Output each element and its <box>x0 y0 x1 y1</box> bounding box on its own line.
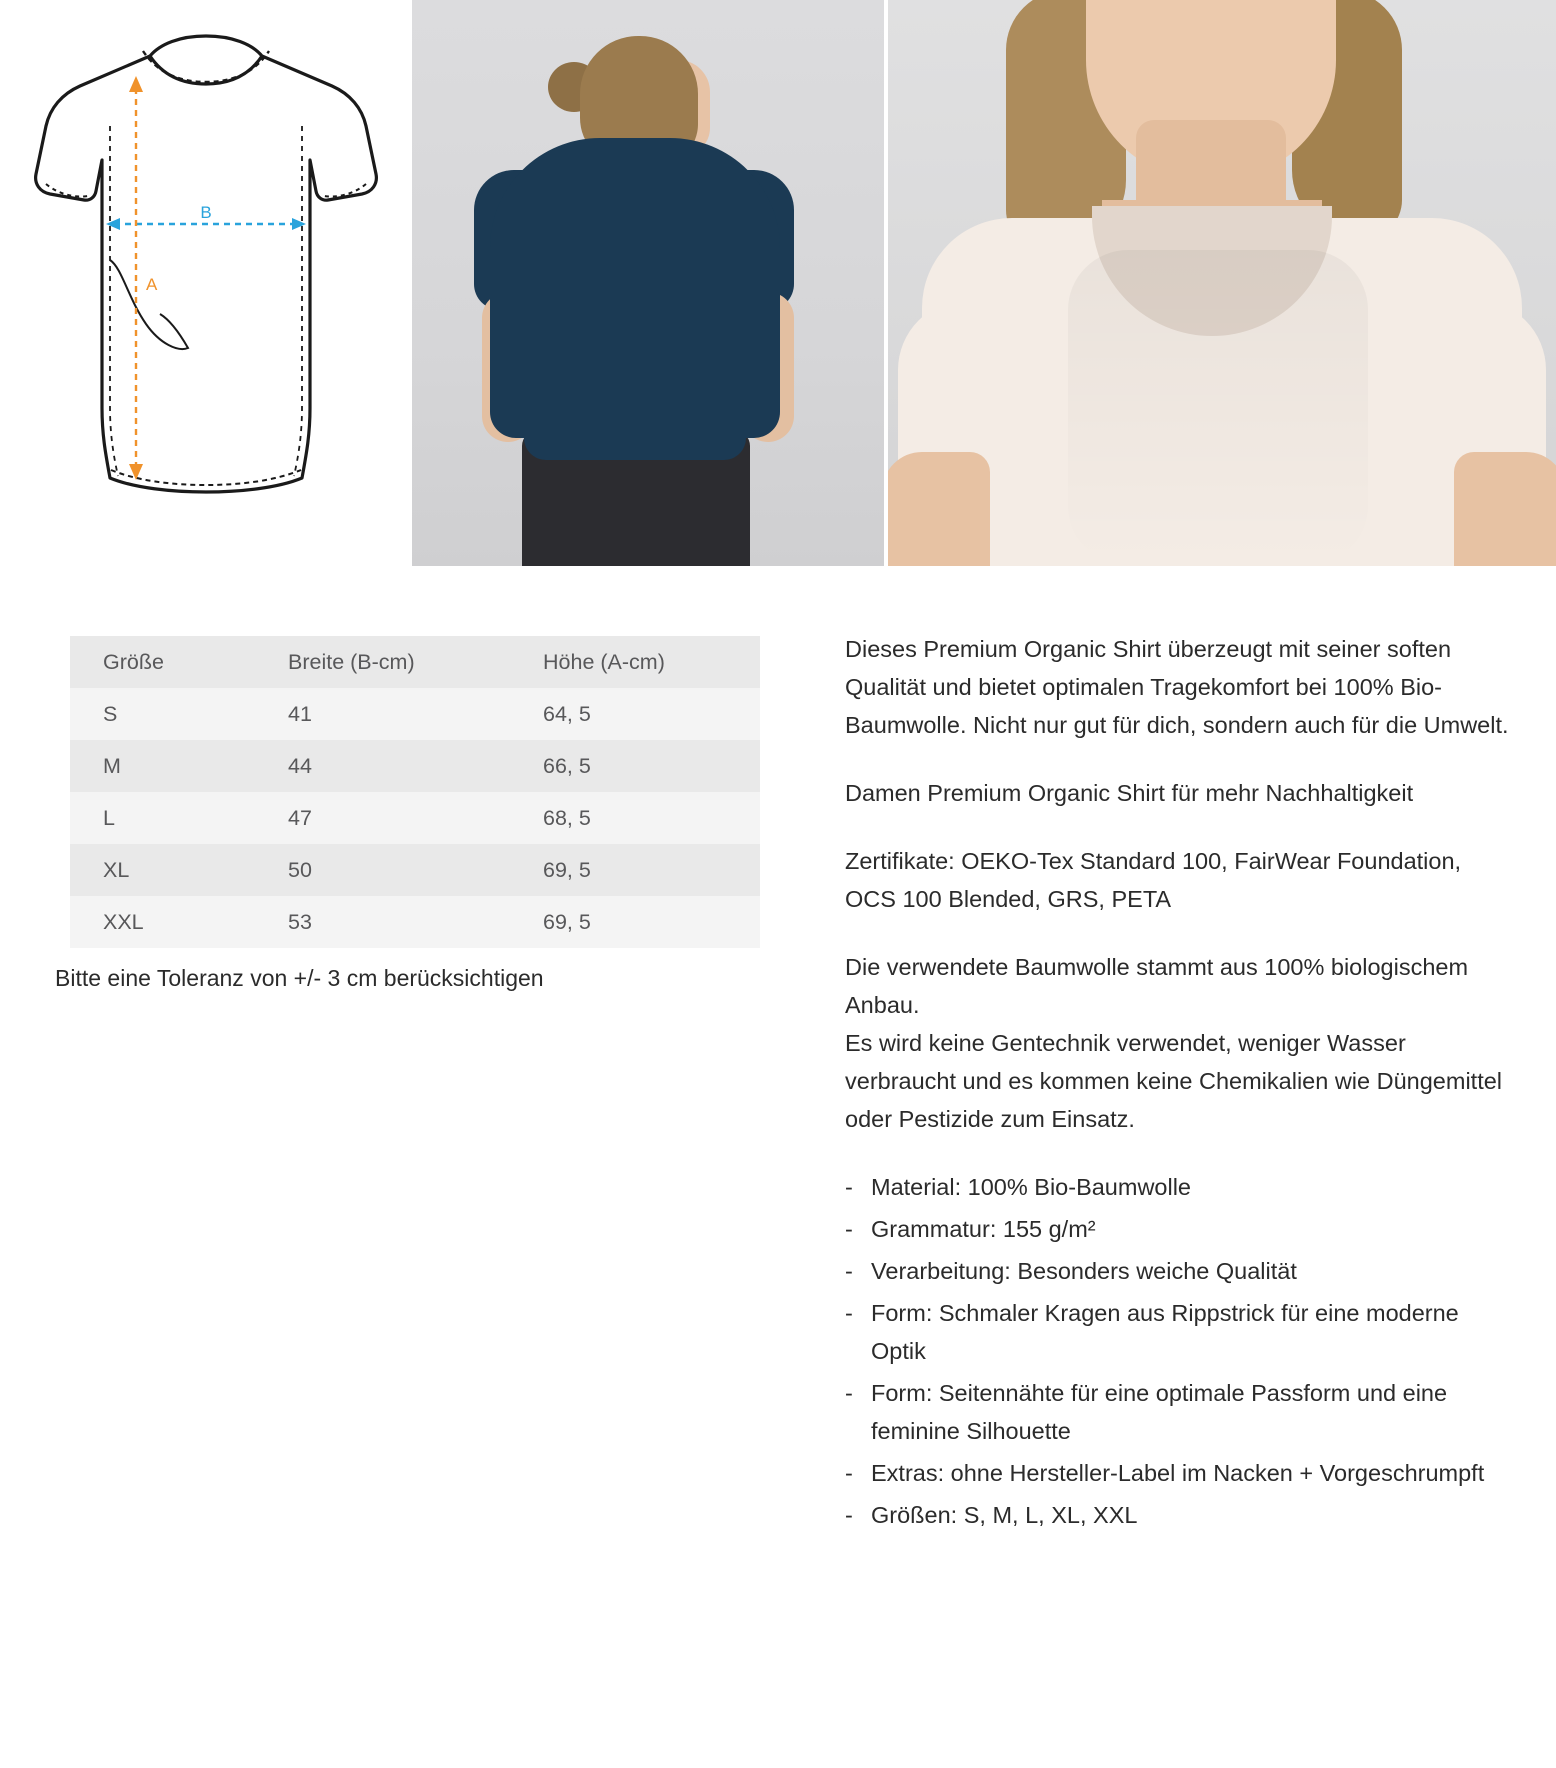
bullet-dash-icon: - <box>845 1216 853 1242</box>
cell-size: S <box>103 701 118 726</box>
bullet-dash-icon: - <box>845 1300 853 1326</box>
cell-height: 66, 5 <box>543 753 591 778</box>
list-item-label: Verarbeitung: Besonders weiche Qualität <box>871 1258 1297 1284</box>
shirt-navy-body <box>524 300 746 460</box>
table-row <box>70 688 760 740</box>
table-row <box>70 792 760 844</box>
cell-height: 68, 5 <box>543 805 591 830</box>
product-photo-front-view <box>888 0 1556 566</box>
column-header-width: Breite (B-cm) <box>288 649 415 674</box>
list-item <box>845 1252 1515 1290</box>
shirt-shading <box>1068 250 1368 566</box>
table-row <box>70 844 760 896</box>
list-item-label: Form: Seitennähte für eine optimale Passform und eine feminine Silhouette <box>871 1380 1448 1444</box>
cell-size: XXL <box>103 909 144 934</box>
cell-height: 69, 5 <box>543 857 591 882</box>
list-item-label: Größen: S, M, L, XL, XXL <box>871 1502 1138 1528</box>
list-item <box>845 1374 1515 1450</box>
cell-height: 64, 5 <box>543 701 591 726</box>
bullet-dash-icon: - <box>845 1258 853 1284</box>
cell-size: XL <box>103 857 130 882</box>
list-item-label: Grammatur: 155 g/m² <box>871 1216 1096 1242</box>
cell-width: 44 <box>288 753 312 778</box>
list-item <box>845 1454 1515 1492</box>
width-label-b: B <box>200 203 212 222</box>
cell-width: 50 <box>288 857 312 882</box>
list-item <box>845 1496 1515 1534</box>
cell-width: 47 <box>288 805 312 830</box>
product-photo-back-view <box>412 0 884 566</box>
bullet-dash-icon: - <box>845 1174 853 1200</box>
cell-size: L <box>103 805 115 830</box>
cell-width: 41 <box>288 701 312 726</box>
model-arm-right <box>1454 452 1556 566</box>
table-header-row <box>70 636 760 688</box>
bullet-dash-icon: - <box>845 1380 853 1406</box>
description-intro: Dieses Premium Organic Shirt überzeugt mit seiner soften Qualität und bietet optimalen Tragekomfort bei 100% Bio-Baumwolle. Nicht nur gut für dich, sondern auch für die Umwelt. <box>845 636 1509 738</box>
cell-size: M <box>103 753 121 778</box>
list-item <box>845 1168 1515 1206</box>
table-row <box>70 740 760 792</box>
list-item-label: Extras: ohne Hersteller-Label im Nacken + Vorgeschrumpft <box>871 1460 1485 1486</box>
description-certificates: Zertifikate: OEKO-Tex Standard 100, FairWear Foundation, OCS 100 Blended, GRS, PETA <box>845 848 1462 912</box>
list-item-label: Material: 100% Bio-Baumwolle <box>871 1174 1192 1200</box>
cell-height: 69, 5 <box>543 909 591 934</box>
list-item-label: Form: Schmaler Kragen aus Rippstrick für eine moderne Optik <box>871 1300 1459 1364</box>
model-arm-left <box>888 452 990 566</box>
column-header-size: Größe <box>103 649 164 674</box>
spec-list <box>845 1168 1515 1534</box>
description-cotton-details: Es wird keine Gentechnik verwendet, weniger Wasser verbraucht und es kommen keine Chemikalien wie Düngemittel oder Pestizide zum Einsatz. <box>845 1030 1503 1132</box>
tolerance-note: Bitte eine Toleranz von +/- 3 cm berücksichtigen <box>55 965 544 991</box>
size-chart-table <box>70 636 760 948</box>
list-item <box>845 1294 1515 1370</box>
technical-drawing-panel <box>0 0 412 566</box>
bullet-dash-icon: - <box>845 1502 853 1528</box>
height-label-a: A <box>146 275 158 294</box>
tshirt-technical-drawing-icon <box>10 8 402 508</box>
description-tagline: Damen Premium Organic Shirt für mehr Nachhaltigkeit <box>845 780 1414 806</box>
description-cotton-origin: Die verwendete Baumwolle stammt aus 100% biologischem Anbau. <box>845 954 1469 1018</box>
cell-width: 53 <box>288 909 312 934</box>
product-image-strip <box>0 0 1556 566</box>
column-header-height: Höhe (A-cm) <box>543 649 665 674</box>
product-description <box>845 630 1515 1538</box>
bullet-dash-icon: - <box>845 1460 853 1486</box>
list-item <box>845 1210 1515 1248</box>
table-row <box>70 896 760 948</box>
